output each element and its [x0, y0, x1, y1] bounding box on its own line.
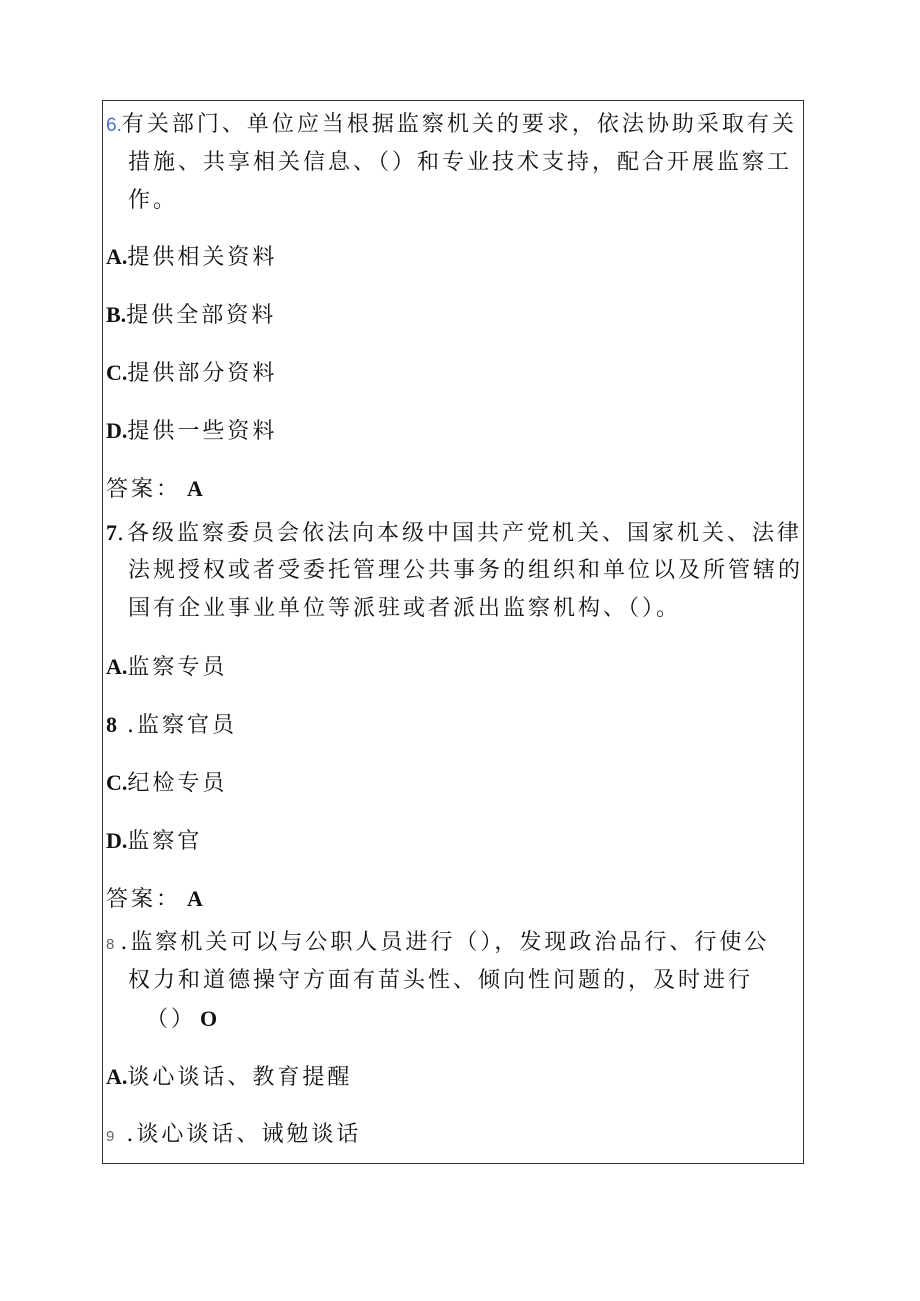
q6-option-b-text: 提供全部资料	[126, 303, 277, 328]
q7-line-1	[106, 518, 802, 549]
q8-option-b	[106, 1120, 361, 1152]
q6-option-c-letter: C.	[106, 360, 128, 385]
q8-line-3-tail: O	[200, 1006, 218, 1031]
q7-option-c-text: 纪检专员	[127, 771, 228, 796]
q7-option-b-number: 8	[106, 712, 117, 737]
q7-option-d-text: 监察官	[127, 829, 203, 854]
q7-option-a-letter: A.	[106, 654, 128, 679]
q8-line-3-text: （）	[146, 1007, 197, 1032]
q6-number: 6.	[106, 115, 122, 136]
q6-option-d-letter: D.	[106, 418, 128, 443]
q6-answer-value: A	[187, 476, 203, 501]
q7-option-d-letter: D.	[106, 828, 128, 853]
q8-option-b-number: 9	[106, 1128, 115, 1145]
q7-option-a	[106, 652, 227, 683]
q6-answer	[106, 474, 203, 505]
q7-option-a-text: 监察专员	[127, 655, 228, 680]
q6-option-a	[106, 242, 277, 273]
q8-option-a	[106, 1062, 352, 1093]
q8-option-b-text: .谈心谈话、诫勉谈话	[126, 1122, 362, 1147]
q7-option-b-text: .监察官员	[127, 713, 237, 738]
q7-text-1: .各级监察委员会依法向本级中国共产党机关、国家机关、法律	[117, 521, 802, 546]
q6-text-1: 有关部门、单位应当根据监察机关的要求，依法协助采取有关	[121, 112, 797, 137]
q7-option-c-letter: C.	[106, 770, 128, 795]
q8-option-a-letter: A.	[106, 1064, 128, 1089]
q6-line-1	[106, 110, 797, 141]
q7-answer-label: 答案：	[106, 887, 182, 912]
q8-option-a-text: 谈心谈话、教育提醒	[127, 1065, 353, 1090]
q8-number: 8	[106, 936, 115, 953]
q6-option-d-text: 提供一些资料	[127, 419, 278, 444]
q7-number: 7	[106, 520, 117, 545]
q7-line-2: 法规授权或者受委托管理公共事务的组织和单位以及所管辖的	[128, 558, 804, 583]
q6-option-b-letter: B.	[106, 302, 127, 327]
q7-answer-value: A	[187, 886, 203, 911]
q7-option-c	[106, 768, 227, 799]
q6-option-a-text: 提供相关资料	[127, 245, 278, 270]
q7-answer	[106, 884, 203, 915]
q6-line-2: 措施、共享相关信息、（）和专业技术支持，配合开展监察工	[128, 150, 793, 175]
q6-option-c-text: 提供部分资料	[127, 361, 278, 386]
q6-option-a-letter: A.	[106, 244, 128, 269]
q6-option-c	[106, 358, 277, 389]
q6-option-b	[106, 300, 276, 331]
q6-line-3: 作。	[128, 188, 179, 213]
q8-text-1: .监察机关可以与公职人员进行（），发现政治品行、行使公	[120, 930, 770, 955]
q6-answer-label: 答案：	[106, 477, 182, 502]
q8-line-3	[146, 1004, 217, 1035]
q7-option-b	[106, 710, 237, 741]
q6-option-d	[106, 416, 277, 447]
q7-line-3: 国有企业事业单位等派驻或者派出监察机构、（）。	[128, 596, 682, 621]
q8-line-2: 权力和道德操守方面有苗头性、倾向性问题的，及时进行	[128, 968, 754, 993]
q7-option-d	[106, 826, 202, 857]
q8-line-1	[106, 928, 769, 960]
